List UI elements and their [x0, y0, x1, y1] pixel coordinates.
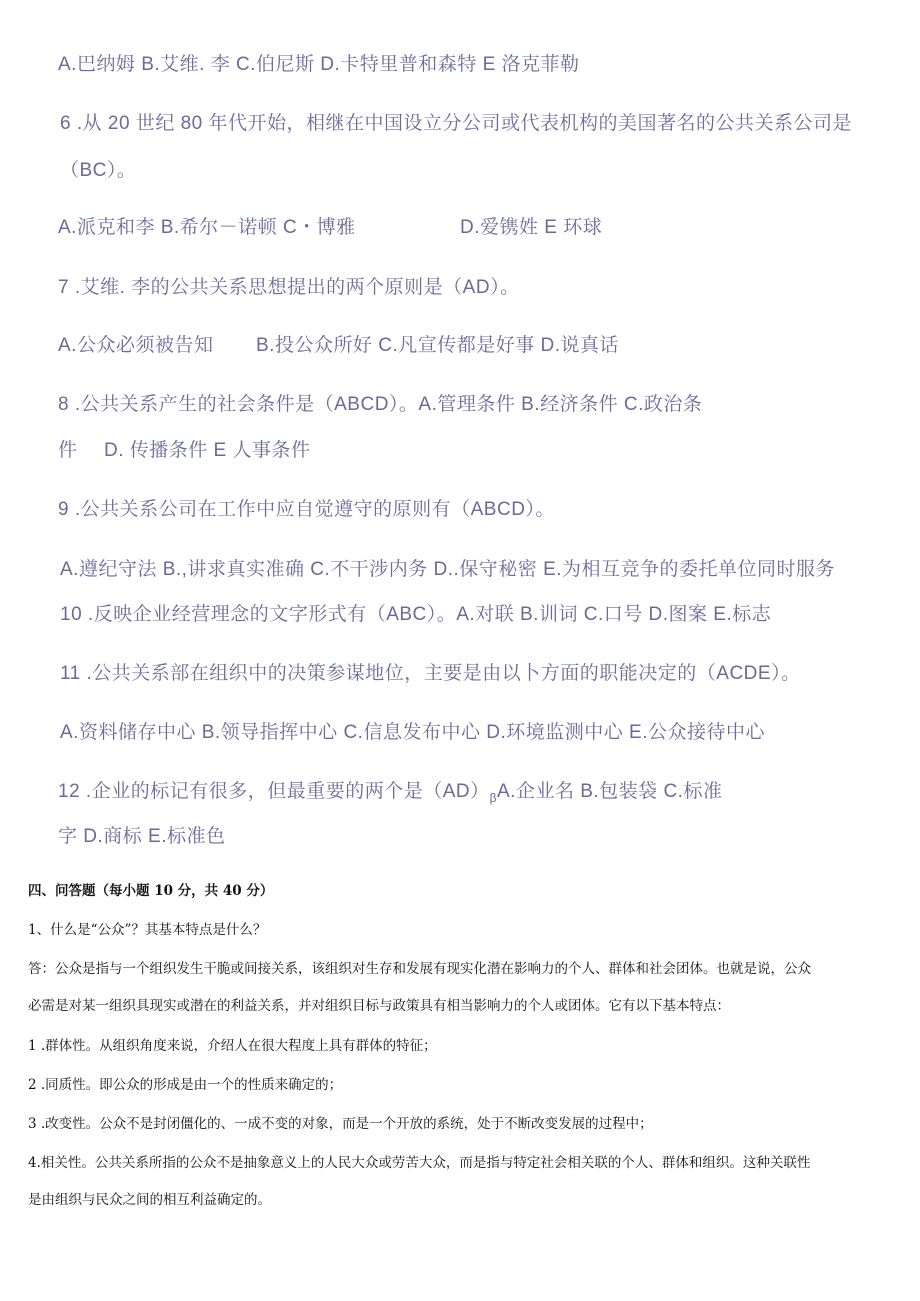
q12-stem	[58, 776, 722, 805]
q6-stem-cont: （BC）。	[60, 160, 137, 181]
q6-stem: 6 .从 20 世纪 80 年代开始，相继在中国设立分公司或代表机构的美国著名的公共关系公司是	[60, 113, 853, 134]
q10-stem: 10 .反映企业经营理念的文字形式有（ABC）。A.对联 B.训词 C.口号 D.图案 E.标志	[60, 604, 772, 625]
q9-stem: 9 .公共关系公司在工作中应自觉遵守的原则有（ABCD）。	[58, 499, 555, 520]
answer-point-4: 4.相关性。公共关系所指的公众不是抽象意义上的人民大众或劳苦大众，而是指与特定社会相关联的个人、群体和组织。这种关联性	[28, 1155, 811, 1171]
q12-stem-cont: 字 D.商标 E.标准色	[58, 826, 226, 847]
q7-choices-a: A.公众必须被告知	[58, 335, 214, 356]
q11-stem: 11 .公共关系部在组织中的决策参谋地位，主要是由以卜方面的职能决定的（ACDE）。	[60, 663, 801, 684]
q8-stem-cont-a: 件	[58, 440, 78, 461]
q12-stem-text: 12 .企业的标记有很多，但最重要的两个是（AD）	[58, 781, 490, 802]
q12-stem-choices: A.企业名 B.包装袋 C.标准	[497, 781, 723, 802]
q6-choices-a: A.派克和李 B.希尔－诺顿 C・博雅	[58, 217, 356, 238]
q8-stem-cont-b: D. 传播条件 E 人事条件	[104, 440, 311, 461]
q11-choices: A.资料储存中心 B.领导指挥中心 C.信息发布中心 D.环境监测中心 E.公众接待中心	[60, 722, 765, 743]
answer-point-1: 1 .群体性。从组织角度来说，介绍人在很大程度上具有群体的特征；	[28, 1038, 437, 1054]
q8-stem: 8 .公共关系产生的社会条件是（ABCD）。A.管理条件 B.经济条件 C.政治条	[58, 394, 703, 415]
q12-stem-subscript: β	[489, 791, 497, 805]
answer-line-2: 必需是对某一组织具现实或潜在的利益关系，并对组织目标与政策具有相当影响力的个人或团体。它有以下基本特点：	[28, 998, 730, 1014]
answer-point-2: 2 .同质性。即公众的形成是由一个的性质来确定的；	[28, 1077, 343, 1093]
q7-choices-b: B.投公众所好 C.凡宣传都是好事 D.说真话	[256, 335, 620, 356]
q7-stem: 7 .艾维. 李的公共关系思想提出的两个原则是（AD）。	[58, 277, 520, 298]
q6-choices-b: D.爱镌姓 E 环球	[460, 217, 603, 238]
q9-choices: A.遵纪守法 B.,讲求真实准确 C.不干涉内务 D..保守秘密 E.为相互竞争的委托单位同时服务	[60, 559, 836, 580]
answer-point-3: 3 .改变性。公众不是封闭僵化的、一成不变的对象，而是一个开放的系统，处于不断改变发展的过程中；	[28, 1116, 653, 1132]
section-heading: 四、问答题（每小题 10 分，共 40 分）	[28, 883, 274, 899]
answer-point-4-cont: 是由组织与民众之间的相互利益确定的。	[28, 1192, 271, 1208]
question-1: 1、什么是“公众”？其基本特点是什么？	[28, 922, 267, 938]
q5-choices: A.巴纳姆 B.艾维. 李 C.伯尼斯 D.卡特里普和森特 E 洛克菲勒	[58, 54, 580, 75]
answer-line-1: 答：公众是指与一个组织发生干脆或间接关系，该组织对生存和发展有现实化潜在影响力的个人、群体和社会团体。也就是说，公众	[28, 961, 811, 977]
